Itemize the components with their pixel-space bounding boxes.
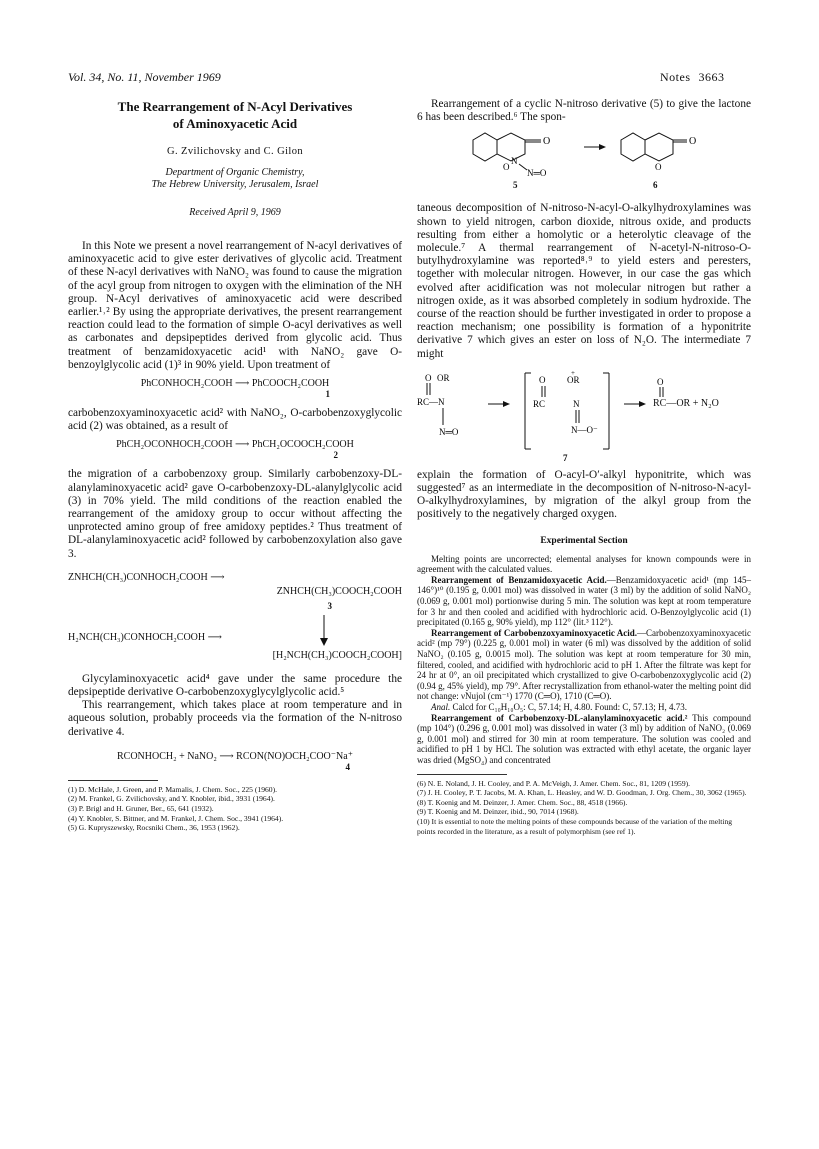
equation-line: ZNHCH(CH₃)COOCH₂COOH bbox=[276, 585, 402, 597]
footnote: (2) M. Frankel, G. Zvilichovsky, and Y. Knobler, ibid., 3931 (1964). bbox=[68, 794, 275, 804]
compound-number: 2 bbox=[333, 450, 338, 461]
svg-text:O: O bbox=[543, 136, 551, 148]
page-number: 3663 bbox=[698, 70, 725, 84]
equation-text: PhCONHOCH₂COOH ⟶ PhCOOCH₂COOH bbox=[140, 378, 330, 390]
paragraph-text: —Benzamidoxyacetic acid¹ (mp 145–146°)¹⁰ (0.195 g, 0.001 mol) was dissolved in water (3 ml) by the addition of solid NaNO₂ (0.069 g, 0.001 mol) portionwise during 5 min. The solution was kept at room temperature for 3 hr and then cooled and acidified with hydrochloric acid. O-Benzoylglycolic acid (1) precipitated (0.165 g, 90% yield), mp 112° (lit.³ 112°). bbox=[417, 574, 751, 628]
compound-label: 7 bbox=[563, 452, 568, 463]
paragraph: explain the formation of O-acyl-O′-alkyl hyponitrite, which was suggested⁷ as an intermediate in the decomposition of N-nitroso-N-acyl-O-alkylhydroxylamines, by migration of the alkyl group from the positively to the negatively charged oxygen. bbox=[417, 468, 751, 521]
article-title bbox=[68, 98, 402, 132]
right-arrow-icon bbox=[623, 399, 647, 409]
right-arrow-icon bbox=[487, 399, 511, 409]
compound-number: 1 bbox=[325, 389, 330, 400]
svg-text:RC: RC bbox=[533, 398, 546, 409]
paragraph bbox=[417, 713, 751, 766]
svg-text:RC—N: RC—N bbox=[417, 396, 445, 407]
footnote: (3) P. Brigl and H. Gruner, Ber., 65, 641 (1932). bbox=[68, 804, 214, 814]
svg-text:O: O bbox=[689, 136, 697, 148]
svg-text:OR: OR bbox=[437, 372, 450, 383]
paragraph: This rearrangement, which takes place at room temperature and in aqueous solution, probably proceeds via the formation of the N-nitroso derivative 4. bbox=[68, 699, 402, 738]
scheme-5-to-6 bbox=[417, 130, 751, 194]
running-header-right bbox=[660, 70, 725, 85]
subsection-heading: Rearrangement of Benzamidoxyacetic Acid. bbox=[431, 574, 607, 585]
paragraph: Glycylaminoxyacetic acid⁴ gave under the same procedure the depsipeptide derivative O-carbobenzoxyglycylglycolic acid.⁵ bbox=[68, 672, 402, 699]
affiliation bbox=[68, 167, 402, 191]
paragraph: taneous decomposition of N-nitroso-N-acyl-O-alkylhydroxylamines was shown to yield nitrogen, carbon dioxide, nitrous oxide, and products resulting from either a homolytic or a heterolytic cleavage of the molecule.⁷ A thermal rearrangement of N-acetyl-N-nitroso-O-butylhydroxylamine was reported⁸˒⁹ to yield esters and peresters, together with molecular nitrogen. However, in our case the gas which evolved after acidification was not molecular nitrogen but rather a nitrogen oxide, as it was absorbed completely in sodium hydroxide. The course of the reaction should be further investigated in order to propose a reaction mechanism; one possibility is formation of a hyponitrite derivative 7 which gives an ester on loss of N₂O. The intermediate 7 might bbox=[417, 202, 751, 360]
footnote: (4) Y. Knobler, S. Bittner, and M. Frankel, J. Chem. Soc., 3941 (1964). bbox=[68, 813, 284, 823]
svg-text:N—O⁻: N—O⁻ bbox=[571, 424, 598, 435]
ester-carbonyl-icon bbox=[653, 375, 673, 397]
footnote: (6) N. E. Noland, J. H. Cooley, and P. A. McVeigh, J. Amer. Chem. Soc., 81, 1209 (1959). bbox=[417, 778, 691, 788]
paragraph: In this Note we present a novel rearrangement of N-acyl derivatives of aminoxyacetic acid to give ester derivatives of glycolic acid. Treatment of these N-acyl derivatives with NaNO₂ was found to cause the migration of the acyl group from nitrogen to oxygen with the elimination of the NH group. N-Acyl derivatives of aminoxyacetic acid were described earlier.¹˒² By using the appropriate derivatives, the present rearrangement reaction could lead to the formation of simple O-acyl derivatives as well as carbonates and depsipeptides derived from glycolic acid. Thus treatment of benzamidoxyacetic acid¹ with NaNO₂ gave O-benzoylglycolic acid (1)³ in 90% yield. Upon treatment of bbox=[68, 240, 402, 371]
footnote-rule bbox=[68, 780, 158, 781]
paragraph: the migration of a carbobenzoxy group. Similarly carbobenzoxy-DL-alanylaminoxyacetic acid² gave O-carbobenzoxy-DL-alanylglycolic acid (3) in 70% yield. The mild conditions of the reaction enabled the rearrangement of the amidoxy group to occur without affecting the unprotected amino group of free amidoxy peptides.² Thus treatment of DL-alanylaminoxyacetic acid² followed by carbobenzoxylation also gave 3. bbox=[68, 468, 402, 560]
equation-1 bbox=[68, 378, 402, 399]
section-heading: Experimental Section bbox=[540, 535, 628, 546]
svg-text:+: + bbox=[571, 368, 575, 377]
nitroso-structure bbox=[417, 369, 487, 449]
equation-2 bbox=[68, 439, 402, 460]
equation-4 bbox=[68, 751, 402, 772]
footnote: (5) G. Kupryszewsky, Rocsniki Chem., 36, 1953 (1962). bbox=[68, 823, 240, 833]
paragraph-text: This compound (mp 104°) (0.296 g, 0.001 mol) was dissolved in water (3 ml) by addition of NaNO₂ (0.069 g, 0.001 mol) and stirred for 30 min at room temperature. The solution was cooled and acidified to pH 1 by HCl. The solution was extracted with ethyl acetate, the organic layer was dried (MgSO₄) and concentrated bbox=[417, 712, 751, 765]
footnote: (10) It is essential to note the melting points of these compounds because of the variation of the melting points recorded in the literature, as a result of polymorphism (see ref 1). bbox=[417, 816, 733, 836]
product-text: RC—OR + N₂O bbox=[653, 397, 719, 409]
right-arrow-icon bbox=[583, 142, 607, 152]
svg-text:O: O bbox=[425, 372, 432, 383]
paragraph: Rearrangement of a cyclic N-nitroso derivative (5) to give the lactone 6 has been described.⁶ The spon- bbox=[417, 98, 751, 124]
equation-3 bbox=[68, 571, 402, 663]
svg-text:N═O: N═O bbox=[439, 426, 459, 437]
title-line-1: The Rearrangement of N-Acyl Derivatives bbox=[117, 99, 353, 114]
title-line-2: of Aminoxyacetic Acid bbox=[172, 116, 298, 131]
section-label: Notes bbox=[660, 70, 691, 84]
paragraph bbox=[417, 702, 751, 713]
analysis-label: Anal. bbox=[431, 701, 451, 712]
paragraph-text: —Carbobenzoxyaminoxyacetic acid² (mp 79°) (0.225 g, 0.001 mol) in water (6 ml) was dissolved by the addition of solid NaNO₂ (0.105 g, 0.0015 mol). The solution was kept at room temperature for 30 min, filtered, cooled, and acidified with hydrochloric acid to pH 1. After the filtrate was kept for 24 hr at 0°, an oil precipitated which crystallized to give O-carbobenzoxyglycolic acid (2) (0.94 g, 45% yield), mp 79°. After recrystallization from ethanol-water the melting point did not change: νNujol (cm⁻¹) 1770 (C═O), 1710 (C═O). bbox=[417, 627, 751, 702]
affiliation-line-1: Department of Organic Chemistry, bbox=[165, 167, 305, 178]
footnote-rule bbox=[417, 774, 507, 775]
equation-text: PhCH₂OCONHOCH₂COOH ⟶ PhCH₂OCOOCH₂COOH bbox=[116, 439, 354, 451]
compound-number: 4 bbox=[345, 761, 350, 772]
footnote: (9) T. Koenig and M. Deinzer, ibid., 90, 7014 (1968). bbox=[417, 807, 579, 817]
svg-text:O: O bbox=[503, 162, 510, 173]
footnote: (7) J. H. Cooley, P. T. Jacobs, M. A. Khan, L. Heasley, and W. D. Goodman, J. Org. Chem., 30, 3062 (1965). bbox=[417, 788, 747, 798]
svg-text:N═O: N═O bbox=[527, 168, 547, 179]
svg-text:OR: OR bbox=[567, 374, 580, 385]
paragraph: carbobenzoxyaminoxyacetic acid² with NaNO₂, O-carbobenzoxyglycolic acid (2) was obtained, as a result of bbox=[68, 407, 402, 433]
svg-text:O: O bbox=[655, 162, 662, 171]
right-column bbox=[417, 98, 751, 836]
affiliation-line-2: The Hebrew University, Jerusalem, Israel bbox=[151, 179, 319, 190]
hyponitrite-structure bbox=[521, 369, 617, 453]
running-header-left: Vol. 34, No. 11, November 1969 bbox=[68, 70, 221, 84]
svg-text:N: N bbox=[511, 156, 518, 167]
received-date: Received April 9, 1969 bbox=[189, 207, 281, 218]
equation-line: H₂NCH(CH₃)CONHOCH₂COOH ⟶ bbox=[68, 631, 222, 643]
compound-label: 6 bbox=[653, 180, 658, 191]
compound-number: 3 bbox=[327, 600, 332, 611]
equation-line: ZNHCH(CH₃)CONHOCH₂COOH ⟶ bbox=[68, 571, 225, 583]
svg-text:N: N bbox=[573, 398, 580, 409]
left-column bbox=[68, 98, 402, 833]
subsection-heading: Rearrangement of Carbobenzoxyaminoxyacetic Acid. bbox=[431, 627, 638, 638]
scheme-intermediate-7 bbox=[417, 369, 751, 465]
footnote: (1) D. McHale, J. Green, and P. Mamalis, J. Chem. Soc., 225 (1960). bbox=[68, 784, 278, 794]
svg-text:O: O bbox=[657, 376, 664, 387]
svg-text:O: O bbox=[539, 374, 546, 385]
footnote: (8) T. Koenig and M. Deinzer, J. Amer. Chem. Soc., 88, 4518 (1966). bbox=[417, 797, 628, 807]
equation-text: RCONHOCH₂ + NaNO₂ ⟶ RCON(NO)OCH₂COO⁻Na⁺ bbox=[117, 750, 353, 762]
equation-line: [H₂NCH(CH₃)COOCH₂COOH] bbox=[272, 649, 402, 661]
authors: G. Zvilichovsky and C. Gilon bbox=[166, 146, 304, 157]
structure-5 bbox=[463, 130, 583, 180]
structure-6 bbox=[615, 130, 711, 170]
paragraph-text: Calcd for C₁₀H₁₀O₅: C, 57.14; H, 4.80. Found: C, 57.13; H, 4.73. bbox=[450, 701, 687, 712]
subsection-heading: Rearrangement of Carbobenzoxy-DL-alanylaminoxyacetic acid.² bbox=[431, 712, 688, 723]
paragraph: Melting points are uncorrected; elemental analyses for known compounds were in agreement with the calculated values. bbox=[417, 553, 751, 575]
down-arrow-icon bbox=[318, 613, 330, 647]
compound-label: 5 bbox=[513, 180, 518, 191]
paragraph bbox=[417, 575, 751, 628]
paragraph bbox=[417, 628, 751, 702]
